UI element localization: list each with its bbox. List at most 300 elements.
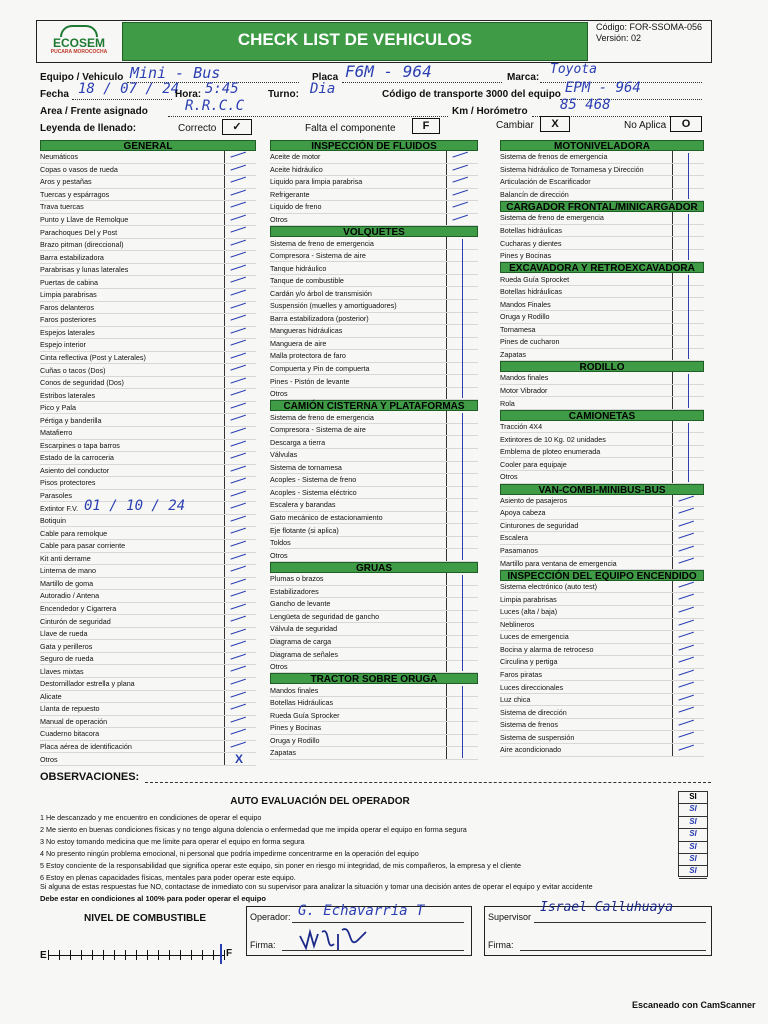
checklist-cell[interactable] [672, 631, 704, 643]
check-mark [230, 290, 247, 301]
fuel-marker [220, 944, 222, 964]
checklist-item-label: Oruga y Rodillo [500, 312, 550, 322]
check-mark [230, 666, 247, 677]
operador-signature [296, 922, 376, 956]
checklist-item-label: Asiento de pasajeros [500, 495, 568, 505]
check-mark [230, 365, 247, 376]
checklist-row [500, 164, 704, 177]
checklist-cell[interactable] [224, 377, 256, 389]
checklist-row [270, 611, 478, 624]
checklist-row [270, 512, 478, 525]
checklist-item-label: Espejo interior [40, 340, 86, 350]
section-header: INSPECCIÓN DEL EQUIPO ENCENDIDO [500, 570, 704, 581]
checklist-row [40, 164, 256, 177]
checklist-item-label: Zapatas [270, 748, 296, 758]
fuel-tick [213, 950, 214, 960]
check-mark [452, 152, 469, 163]
checklist-item-label: Manguera de aire [270, 338, 327, 348]
checklist-item-label: Botellas Hidráulicas [270, 698, 334, 708]
checklist-cell[interactable] [224, 226, 256, 238]
logo-subtitle: PUCARA MOROCOCHA [50, 49, 108, 55]
check-mark [678, 669, 695, 680]
checklist-row [500, 495, 704, 508]
operador-value: G. Echavarria T [298, 903, 425, 919]
checklist-cell[interactable] [224, 691, 256, 703]
equipo-value: Mini - Bus [130, 64, 221, 82]
checklist-item-label: Pines - Pistón de levante [270, 376, 350, 386]
checklist-cell[interactable] [224, 678, 256, 690]
checklist-item-label: Sistema de freno de emergencia [270, 238, 374, 248]
fuel-tick [59, 950, 60, 960]
checklist-item-label: Otros [40, 754, 58, 764]
supervisor-firma-line [520, 950, 706, 951]
checklist-row [270, 549, 478, 562]
checklist-row [270, 201, 478, 214]
section-header: CAMIÓN CISTERNA Y PLATAFORMAS [270, 400, 478, 411]
checklist-cell[interactable] [224, 716, 256, 728]
pen-line [688, 214, 689, 260]
checklist-cell[interactable] [672, 581, 704, 593]
checklist-item-label: Sistema de suspensión [500, 732, 575, 742]
extintor-fv-date: 01 / 10 / 24 [84, 498, 186, 514]
checklist-cell[interactable] [224, 289, 256, 301]
check-mark [230, 428, 247, 439]
checklist-row [500, 593, 704, 606]
checklist-cell[interactable] [224, 389, 256, 401]
turno-value: Dia [310, 81, 336, 97]
checklist-cell[interactable] [224, 214, 256, 226]
checklist-row [270, 722, 478, 735]
check-mark [230, 478, 247, 489]
fuel-tick [70, 950, 71, 960]
checklist-item-label: Limpia parabrisas [40, 290, 97, 300]
checklist-cell[interactable] [224, 427, 256, 439]
fuel-e-label: E [40, 950, 47, 961]
checklist-item-label: Sistema electrónico (auto test) [500, 582, 598, 592]
checklist-item-label: Rueda Guía Sprocker [270, 710, 340, 720]
check-mark [678, 682, 695, 693]
fuel-tick [92, 950, 93, 960]
checklist-cell[interactable] [672, 495, 704, 507]
checklist-row [40, 615, 256, 628]
checklist-cell[interactable] [224, 264, 256, 276]
fuel-tick [103, 950, 104, 960]
checklist-row [500, 286, 704, 299]
section-header: TRACTOR SOBRE ORUGA [270, 673, 478, 684]
checklist-cell[interactable] [672, 681, 704, 693]
checklist-item-label: Rueda Guía Sprocket [500, 274, 570, 284]
checklist-row [500, 744, 704, 757]
fuel-label: NIVEL DE COMBUSTIBLE [84, 913, 207, 924]
checklist-item-label: Placa aérea de identificación [40, 741, 132, 751]
checklist-cell[interactable] [224, 189, 256, 201]
check-mark [230, 265, 247, 276]
check-mark [230, 716, 247, 727]
checklist-row [270, 164, 478, 177]
check-mark [452, 214, 469, 225]
checklist-cell[interactable] [224, 314, 256, 326]
checklist-item-label: Sistema de frenos de emergencia [500, 152, 608, 162]
checklist-cell[interactable] [672, 694, 704, 706]
checklist-cell[interactable] [224, 402, 256, 414]
check-mark [678, 694, 695, 705]
checklist-item-label: Pértiga y banderilla [40, 415, 102, 425]
checklist-item-label: Extintor F.V. [40, 503, 79, 513]
checklist-row [270, 697, 478, 710]
checklist-cell[interactable] [672, 557, 704, 569]
area-value: R.R.C.C [185, 98, 245, 114]
fuel-tick [169, 950, 170, 960]
fuel-ticks [48, 950, 224, 960]
fuel-tick [180, 950, 181, 960]
codigo-label: Código de transporte 3000 del equipo [382, 89, 561, 100]
check-mark [678, 533, 695, 544]
checklist-item-label: Neumáticos [40, 152, 78, 162]
checklist-item-label: Botellas hidráulicas [500, 287, 562, 297]
checklist-row [270, 524, 478, 537]
checklist-item-label: Matafierro [40, 428, 73, 438]
checklist-item-label: Linterna de mano [40, 566, 96, 576]
checklist-cell[interactable] [224, 276, 256, 288]
check-mark [678, 720, 695, 731]
checklist-cell[interactable] [446, 201, 478, 213]
checklist-row [500, 507, 704, 520]
auto-note-2: Debe estar en condiciones al 100% para poder operar el equipo [40, 894, 266, 903]
machinery-column [500, 140, 704, 757]
checklist-row [40, 653, 256, 666]
checklist-cell[interactable] [224, 640, 256, 652]
check-mark [230, 465, 247, 476]
checklist-cell[interactable] [446, 214, 478, 226]
checklist-item-label: Trava tuercas [40, 202, 84, 212]
checklist-item-label: Sistema de freno de emergencia [270, 412, 374, 422]
checklist-item-label: Mandos Finales [500, 299, 551, 309]
si-answer: SI [679, 866, 707, 878]
checklist-row [40, 176, 256, 189]
checklist-item-label: Botiquin [40, 516, 66, 526]
checklist-row [270, 350, 478, 363]
km-value: 85 468 [560, 97, 611, 113]
checklist-cell[interactable] [224, 578, 256, 590]
checklist-cell[interactable] [672, 507, 704, 519]
checklist-row [40, 402, 256, 415]
checklist-row [270, 287, 478, 300]
checklist-cell[interactable] [224, 565, 256, 577]
hora-value: 5:45 [205, 81, 239, 97]
checklist-item-label: Pico y Pala [40, 403, 76, 413]
checklist-row [40, 691, 256, 704]
checklist-row [40, 603, 256, 616]
checklist-item-label: Cucharas y dientes [500, 238, 562, 248]
checklist-cell[interactable] [224, 352, 256, 364]
checklist-cell[interactable] [672, 719, 704, 731]
checklist-cell[interactable] [224, 527, 256, 539]
checklist-cell[interactable] [446, 164, 478, 176]
supervisor-signature: Israel Calluhuaya [540, 900, 674, 915]
checklist-item-label: Mandos finales [500, 373, 549, 383]
hora-label: Hora: [175, 89, 202, 100]
checklist-cell[interactable] [224, 465, 256, 477]
check-mark [678, 644, 695, 655]
checklist-item-label: Descarga a tierra [270, 437, 326, 447]
checklist-row [270, 586, 478, 599]
checklist-item-label: Válvulas [270, 450, 298, 460]
checklist-item-label: Sistema de freno de emergencia [500, 213, 604, 223]
checklist-row [270, 636, 478, 649]
checklist-cell[interactable] [224, 728, 256, 740]
check-mark [678, 495, 695, 506]
checklist-row [40, 377, 256, 390]
checklist-cell[interactable] [224, 502, 256, 514]
checklist-row [270, 363, 478, 376]
checklist-cell[interactable] [224, 414, 256, 426]
check-mark [452, 202, 469, 213]
marca-value: Toyota [550, 62, 597, 77]
checklist-cell[interactable] [224, 201, 256, 213]
fuel-tick [125, 950, 126, 960]
check-mark [230, 704, 247, 715]
checklist-item-label: Luces (alta / baja) [500, 607, 558, 617]
checklist-item-label: Diagrama de señales [270, 649, 338, 659]
check-mark [230, 277, 247, 288]
checklist-item-label: Cable para pasar corriente [40, 541, 126, 551]
checklist-cell[interactable] [224, 615, 256, 627]
checklist-cell[interactable] [224, 665, 256, 677]
fecha-line [72, 99, 172, 100]
question-item: 2 Me siento en buenas condiciones físicas y no tengo alguna dolencia o enfermedad que me impida operar el equipo en forma segura [40, 825, 467, 834]
checklist-item-label: Espejos laterales [40, 327, 95, 337]
form-version: Versión: 02 [596, 33, 642, 43]
checklist-row [500, 458, 704, 471]
section-header: VAN-COMBI-MINIBUS-BUS [500, 484, 704, 495]
checklist-item-label: Faros piratas [500, 669, 542, 679]
si-answer: SI [679, 817, 707, 829]
legend-label: Leyenda de llenado: [40, 123, 137, 134]
checklist-cell[interactable] [672, 731, 704, 743]
pen-line [462, 575, 463, 671]
checklist-item-label: Seguro de rueda [40, 654, 94, 664]
scanner-watermark: Escaneado con CamScanner [632, 1000, 756, 1010]
checklist-row [40, 189, 256, 202]
checklist-cell[interactable] [224, 490, 256, 502]
check-mark [230, 541, 247, 552]
checklist-item-label: Motor Vibrador [500, 386, 548, 396]
checklist-cell[interactable] [672, 644, 704, 656]
checklist-item-label: Eje flotante (si aplica) [270, 525, 339, 535]
check-mark [230, 415, 247, 426]
checklist-item-label: Válvula de seguridad [270, 624, 338, 634]
check-mark [230, 679, 247, 690]
turno-label: Turno: [268, 89, 299, 100]
checklist-item-label: Cardán y/o árbol de transmisión [270, 288, 372, 298]
check-mark [230, 503, 247, 514]
checklist-item-label: Circulina y pertiga [500, 657, 558, 667]
checklist-item-label: Pines de cucharon [500, 337, 560, 347]
checklist-row [270, 623, 478, 636]
checklist-cell[interactable] [224, 164, 256, 176]
checklist-row [40, 728, 256, 741]
checklist-row [40, 540, 256, 553]
checklist-row [40, 276, 256, 289]
checklist-item-label: Barra estabilizadora [40, 252, 104, 262]
checklist-item-label: Cuñas o tacos (Dos) [40, 365, 106, 375]
checklist-cell[interactable] [224, 440, 256, 452]
check-mark [230, 214, 247, 225]
checklist-row [270, 214, 478, 227]
checklist-row [500, 273, 704, 286]
checklist-item-label: Aire acondicionado [500, 745, 562, 755]
check-mark [230, 202, 247, 213]
checklist-cell[interactable] [224, 302, 256, 314]
check-mark [678, 520, 695, 531]
checklist-cell[interactable] [672, 593, 704, 605]
checklist-item-label: Toldos [270, 538, 291, 548]
checklist-item-label: Llave de rueda [40, 629, 88, 639]
checklist-row [270, 262, 478, 275]
checklist-cell[interactable] [672, 706, 704, 718]
checklist-cell[interactable] [672, 520, 704, 532]
checklist-row [270, 684, 478, 697]
checklist-cell[interactable] [224, 703, 256, 715]
checklist-cell[interactable] [672, 656, 704, 668]
pen-line [462, 686, 463, 758]
section-header: GENERAL [40, 140, 256, 151]
checklist-row [270, 411, 478, 424]
fuel-tick [48, 950, 49, 960]
checklist-cell[interactable] [672, 744, 704, 756]
checklist-cell[interactable] [446, 189, 478, 201]
checklist-item-label: Extintores de 10 Kg. 02 unidades [500, 434, 606, 444]
checklist-cell[interactable] [224, 251, 256, 263]
checklist-cell[interactable] [224, 590, 256, 602]
checklist-cell[interactable] [224, 653, 256, 665]
pen-line [688, 374, 689, 408]
checklist-row [500, 225, 704, 238]
check-mark [678, 707, 695, 718]
checklist-row [500, 349, 704, 362]
checklist-row [40, 302, 256, 315]
check-mark [230, 553, 247, 564]
checklist-cell[interactable] [224, 741, 256, 753]
checklist-item-label: Autoradio / Antena [40, 591, 100, 601]
checklist-row [270, 189, 478, 202]
check-mark [230, 490, 247, 501]
checklist-item-label: Martillo de goma [40, 578, 94, 588]
checklist-row [500, 706, 704, 719]
section-header: MOTONIVELADORA [500, 140, 704, 151]
checklist-item-label: Acoples - Sistema eléctrico [270, 487, 357, 497]
checklist-row [270, 176, 478, 189]
page-title: CHECK LIST DE VEHICULOS [237, 30, 473, 49]
checklist-item-label: Otros [270, 550, 288, 560]
checklist-row [500, 311, 704, 324]
checklist-cell[interactable] [672, 619, 704, 631]
checklist-cell[interactable] [224, 515, 256, 527]
checklist-cell[interactable] [224, 239, 256, 251]
checklist-cell[interactable] [224, 540, 256, 552]
checklist-cell[interactable] [224, 753, 256, 765]
checklist-row [40, 465, 256, 478]
checklist-item-label: Conos de seguridad (Dos) [40, 378, 124, 388]
si-answers [679, 804, 707, 878]
checklist-cell[interactable] [224, 151, 256, 163]
checklist-item-label: Cinturones de seguridad [500, 520, 579, 530]
check-mark [230, 641, 247, 652]
checklist-cell[interactable] [446, 151, 478, 163]
checklist-cell[interactable] [224, 553, 256, 565]
fuel-tick [81, 950, 82, 960]
checklist-row [40, 427, 256, 440]
checklist-cell[interactable] [672, 606, 704, 618]
checklist-row [500, 606, 704, 619]
checklist-row [40, 201, 256, 214]
equipo-label: Equipo / Vehiculo [40, 72, 124, 83]
checklist-row [270, 709, 478, 722]
fuel-tick [224, 950, 225, 960]
si-header: SI [679, 792, 707, 804]
checklist-item-label: Balancín de dirección [500, 189, 569, 199]
legend-cambiar-box: X [540, 116, 570, 132]
section-header: CAMIONETAS [500, 410, 704, 421]
checklist-cell[interactable] [672, 532, 704, 544]
checklist-row [500, 189, 704, 202]
checklist-cell[interactable] [224, 477, 256, 489]
checklist-cell[interactable] [672, 545, 704, 557]
question-item: 1 He descanzado y me encuentro en condiciones de operar el equipo [40, 813, 262, 822]
checklist-row [40, 741, 256, 754]
operador-firma-label: Firma: [250, 940, 276, 950]
check-mark [678, 582, 695, 593]
check-mark [678, 732, 695, 743]
check-mark [230, 729, 247, 740]
checklist-item-label: Llanta de repuesto [40, 704, 100, 714]
checklist-item-label: Aceite de motor [270, 152, 321, 162]
checklist-cell[interactable] [446, 176, 478, 188]
checklist-row [500, 545, 704, 558]
checklist-item-label: Otros [270, 662, 288, 672]
checklist-row [500, 520, 704, 533]
checklist-cell[interactable] [224, 628, 256, 640]
checklist-cell[interactable] [224, 327, 256, 339]
pen-line [462, 413, 463, 560]
checklist-row [500, 324, 704, 337]
checklist-row [40, 251, 256, 264]
checklist-cell[interactable] [224, 176, 256, 188]
checklist-cell[interactable] [224, 339, 256, 351]
supervisor-line [534, 922, 706, 923]
codigo-value: EPM - 964 [565, 80, 641, 96]
checklist-cell[interactable] [224, 603, 256, 615]
marca-label: Marca: [507, 72, 540, 83]
checklist-row [500, 176, 704, 189]
checklist-row [500, 581, 704, 594]
checklist-item-label: Cuaderno bitacora [40, 729, 100, 739]
checklist-item-label: Cable para remolque [40, 528, 108, 538]
logo-name: ECOSEM [52, 36, 105, 50]
checklist-cell[interactable] [672, 669, 704, 681]
checklist-cell[interactable] [224, 452, 256, 464]
check-mark [230, 578, 247, 589]
si-column [678, 791, 708, 877]
checklist-row [40, 440, 256, 453]
checklist-row [270, 300, 478, 313]
pen-line [688, 275, 689, 359]
checklist-row [500, 385, 704, 398]
check-mark [452, 189, 469, 200]
checklist-cell[interactable] [224, 364, 256, 376]
checklist-row [270, 598, 478, 611]
check-mark [452, 164, 469, 175]
